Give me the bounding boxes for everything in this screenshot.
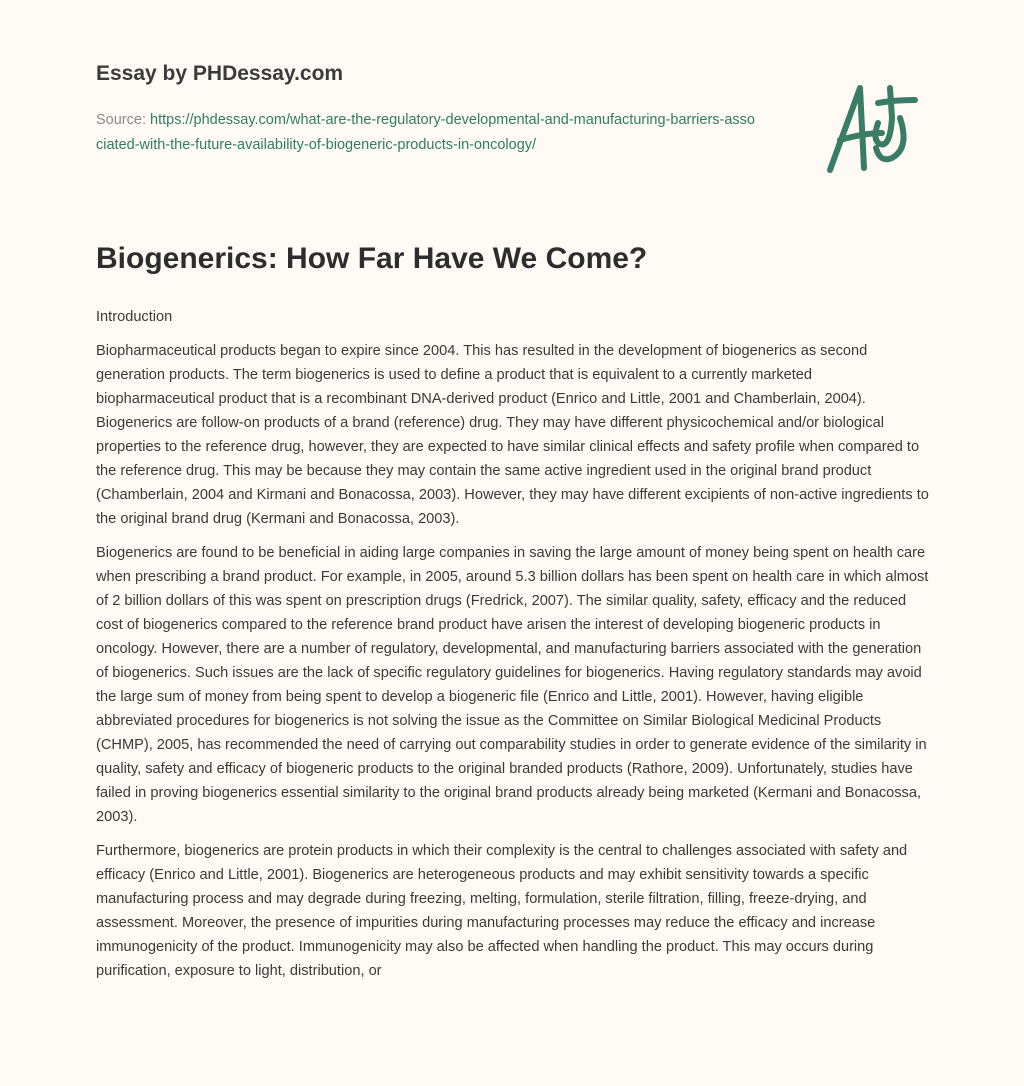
source-line	[96, 108, 756, 158]
paragraph: Biopharmaceutical products began to expire since 2004. This has resulted in the development of biogenerics as second generation products. The term biogenerics is used to define a product that is equivalent to a currently marketed biopharmaceutical product that is a recombinant DNA-derived product (Enrico and Little, 2001 and Chamberlain, 2004). Biogenerics are follow-on products of a brand (reference) drug. They may have different physicochemical and/or biological properties to the reference drug, however, they are expected to have similar clinical effects and safety profile when compared to the reference drug. This may be because they may contain the same active ingredient used in the original brand product (Chamberlain, 2004 and Kirmani and Bonacossa, 2003). However, they may have different excipients of non-active ingredients to the original brand drug (Kermani and Bonacossa, 2003).	[96, 343, 929, 527]
paragraph: Biogenerics are found to be beneficial in aiding large companies in saving the large amount of money being spent on health care when prescribing a brand product. For example, in 2005, around 5.3 billion dollars has been spent on health care in which almost of 2 billion dollars of this was spent on prescription drugs (Fredrick, 2007). The similar quality, safety, efficacy and the reduced cost of biogenerics compared to the reference brand product have arisen the interest of developing biogeneric products in oncology. However, there are a number of regulatory, developmental, and manufacturing barriers associated with the generation of biogenerics. Such issues are the lack of specific regulatory guidelines for biogenerics. Having regulatory standards may avoid the large sum of money from being spent to develop a biogeneric file (Enrico and Little, 2001). However, having eligible abbreviated procedures for biogenerics is not solving the issue as the Committee on Similar Biological Medicinal Products (CHMP), 2005, has recommended the need of carrying out comparability studies in order to generate evidence of the similarity in quality, safety and efficacy of biogeneric products to the original branded products (Rathore, 2009). Unfortunately, studies have failed in proving biogenerics essential similarity to the original brand products already being marketed (Kermani and Bonacossa, 2003).	[96, 545, 929, 825]
source-label: Source:	[96, 112, 146, 128]
source-link[interactable]: https://phdessay.com/what-are-the-regulatory-developmental-and-manufacturing-barriers-associated-with-the-future-availability-of-biogeneric-products-in-oncology/	[96, 112, 756, 153]
a-plus-logo-icon	[820, 78, 930, 178]
site-title: Essay by PHDessay.com	[96, 62, 344, 85]
section-heading: Introduction	[96, 309, 173, 325]
article-title: Biogenerics: How Far Have We Come?	[96, 242, 648, 275]
article-body	[96, 305, 932, 993]
paragraph: Furthermore, biogenerics are protein products in which their complexity is the central to challenges associated with safety and efficacy (Enrico and Little, 2001). Biogenerics are heterogeneous products and may exhibit sensitivity towards a specific manufacturing process and may degrade during freezing, melting, formulation, sterile filtration, filling, freeze-drying, and assessment. Moreover, the presence of impurities during manufacturing processes may reduce the efficacy and increase immunogenicity of the product. Immunogenicity may also be affected when handling the product. This may occurs during purification, exposure to light, distribution, or	[96, 843, 908, 979]
